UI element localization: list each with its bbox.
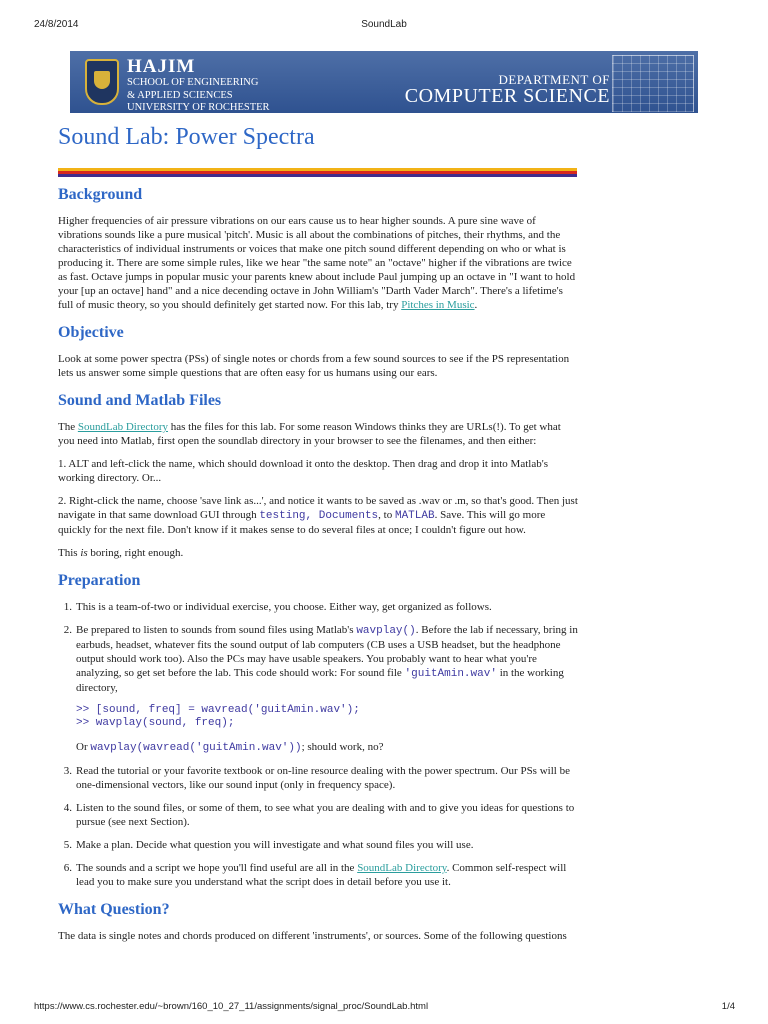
list-item-text	[76, 623, 578, 695]
department-name-block	[405, 73, 610, 106]
code-block	[76, 704, 578, 730]
preparation-list	[58, 600, 578, 889]
list-item-text: Listen to the sound files, or some of them, to see what you are dealing with and to give you ideas for questions to pursue (see next Section).	[76, 802, 575, 828]
item6-text-b: . Common self-respect will lead you to make sure you understand what the script does in detail before you use it.	[76, 862, 567, 888]
wavplay-code: wavplay()	[356, 625, 416, 637]
building-illustration-icon	[612, 55, 694, 112]
background-tail: .	[474, 299, 478, 311]
files-p3-a: 2. Right-click the name, choose 'save link as...', and notice it wants to be saved as .wav or .m, so that's good. Then just navigate in that same download GUI through	[58, 495, 578, 521]
files-paragraph-2: 1. ALT and left-click the name, which should download it onto the desktop. Then drag and drop it into Matlab's working directory. Or...	[58, 458, 548, 484]
files-paragraph-4	[58, 546, 578, 560]
item2-text-b: . Before the lab if necessary, bring in earbuds, headset, whatever fits the sound output of lab computers (CB uses a USB headset, but the headphone output should work too). Also the PCs may have usable speakers. You probably want to hear what you're analyzing, so get set before the lab. This code should work: For sound file	[76, 624, 578, 679]
item2-or-pre: Or	[76, 741, 91, 753]
department-banner[interactable]	[70, 51, 698, 113]
list-item-text: Make a plan. Decide what question you will investigate and what sound files you will use.	[76, 839, 474, 851]
list-item-text: This is a team-of-two or individual exercise, you choose. Either way, get organized as follows.	[76, 601, 492, 613]
item2-alternative	[76, 740, 578, 755]
list-item-number: 6.	[63, 862, 72, 874]
files-p3-b: , to	[378, 509, 395, 521]
item6-text-a: The sounds and a script we hope you'll find useful are all in the	[76, 862, 358, 874]
print-date: 24/8/2014	[34, 19, 79, 30]
item2-text-c: in the working directory,	[76, 667, 564, 694]
list-item-number: 4.	[63, 802, 72, 814]
list-item-text: Read the tutorial or your favorite textbook or on-line resource dealing with the power spectrum. Our PSs will be one-dimensional vectors, like our sound input (only in frequency space).	[76, 765, 570, 791]
files-p4-emphasis: is	[80, 547, 88, 559]
background-text: Higher frequencies of air pressure vibrations on our ears cause us to hear higher sounds. A pure sine wave of vibrations sounds like a pure musical 'pitch'. Music is all about the combinations of pitches, their rhythms, and the characteristics of individual instruments or voices that make one pitch sound different depending on who or what is producing it. There are some simple rules, like we hear "the same note" an "octave" higher if the vibrations are twice as fast. Octave jumps in popular music your parents knew about include Paul jumping up an octave in "I want to hold your [up an octave] hand" and a nice decending octave in John William's "Darth Vader March". There's a lifetime's full of music theory, so you should definitely get started now. For this lab, try	[58, 215, 576, 311]
what-question-heading: What Question?	[58, 901, 170, 918]
objective-paragraph: Look at some power spectra (PSs) of single notes or chords from a few sound sources to see if the PS representation lets us answer some simple questions that are often easy for us humans using our ears.	[58, 353, 570, 379]
files-p1-post: has the files for this lab. For some reason Windows thinks they are URLs(!). To get what you need into Matlab, first open the soundlab directory in your browser to see the filenames, and then either:	[58, 421, 561, 447]
department-line-1: DEPARTMENT OF	[498, 72, 610, 87]
list-item-text	[76, 862, 566, 888]
list-item-number: 3.	[63, 765, 72, 777]
item2-or-code: wavplay(wavread('guitAmin.wav'))	[90, 742, 302, 754]
school-line-2: & APPLIED SCIENCES	[127, 89, 233, 101]
preparation-heading: Preparation	[58, 572, 141, 589]
school-name-block	[127, 57, 270, 113]
guitamin-code: 'guitAmin.wav'	[404, 668, 497, 680]
school-line-1: SCHOOL OF ENGINEERING	[127, 77, 259, 88]
pitches-in-music-link[interactable]: Pitches in Music	[401, 299, 475, 311]
department-line-2: COMPUTER SCIENCE	[404, 85, 610, 107]
soundlab-directory-link-2[interactable]: SoundLab Directory	[357, 862, 447, 874]
background-paragraph	[58, 214, 578, 312]
item2-or-post: ; should work, no?	[301, 741, 384, 753]
list-item	[58, 764, 578, 792]
background-heading: Background	[58, 186, 143, 203]
school-name: HAJIM	[127, 56, 196, 77]
print-page-number: 1/4	[721, 1001, 735, 1012]
main-content	[58, 180, 578, 943]
list-item	[58, 801, 578, 829]
files-p3-code-matlab: MATLAB	[394, 510, 435, 522]
files-p3-code-path: testing, Documents	[259, 510, 379, 522]
print-header	[0, 0, 768, 30]
code-line-1: >> [sound, freq] = wavread('guitAmin.wav');	[76, 704, 360, 716]
title-rule-purple	[58, 174, 577, 177]
files-p4-b: boring, right enough.	[87, 547, 184, 559]
files-p1-pre: The	[58, 421, 78, 433]
list-item	[58, 600, 578, 614]
list-item-number: 1.	[63, 601, 72, 613]
files-p3-c: . Save. This will go more quickly for the next file. Don't know if it makes sense to do several files at once; I couldn't figure out how.	[58, 509, 546, 536]
item2-text-a: Be prepared to listen to sounds from sound files using Matlab's	[76, 624, 357, 636]
list-item	[58, 623, 578, 755]
what-question-paragraph: The data is single notes and chords produced on different 'instruments', or sources. Some of the following questions	[58, 930, 567, 942]
list-item-number: 2.	[63, 624, 72, 636]
objective-heading: Objective	[58, 324, 124, 341]
files-paragraph-3	[58, 494, 578, 537]
school-line-3: UNIVERSITY OF ROCHESTER	[127, 102, 270, 113]
files-heading: Sound and Matlab Files	[58, 392, 222, 409]
list-item-number: 5.	[63, 839, 72, 851]
list-item	[58, 861, 578, 889]
list-item	[58, 838, 578, 852]
print-url: https://www.cs.rochester.edu/~brown/160_10_27_11/assignments/signal_proc/SoundLab.html	[34, 1001, 429, 1012]
print-title: SoundLab	[361, 19, 407, 30]
university-crest-icon	[85, 59, 119, 105]
soundlab-directory-link[interactable]: SoundLab Directory	[77, 421, 168, 433]
files-paragraph-1	[58, 420, 578, 448]
code-line-2: >> wavplay(sound, freq);	[76, 717, 235, 729]
page-title: Sound Lab: Power Spectra	[58, 124, 315, 150]
files-p4-a: This	[58, 547, 81, 559]
print-footer	[0, 1000, 768, 1024]
